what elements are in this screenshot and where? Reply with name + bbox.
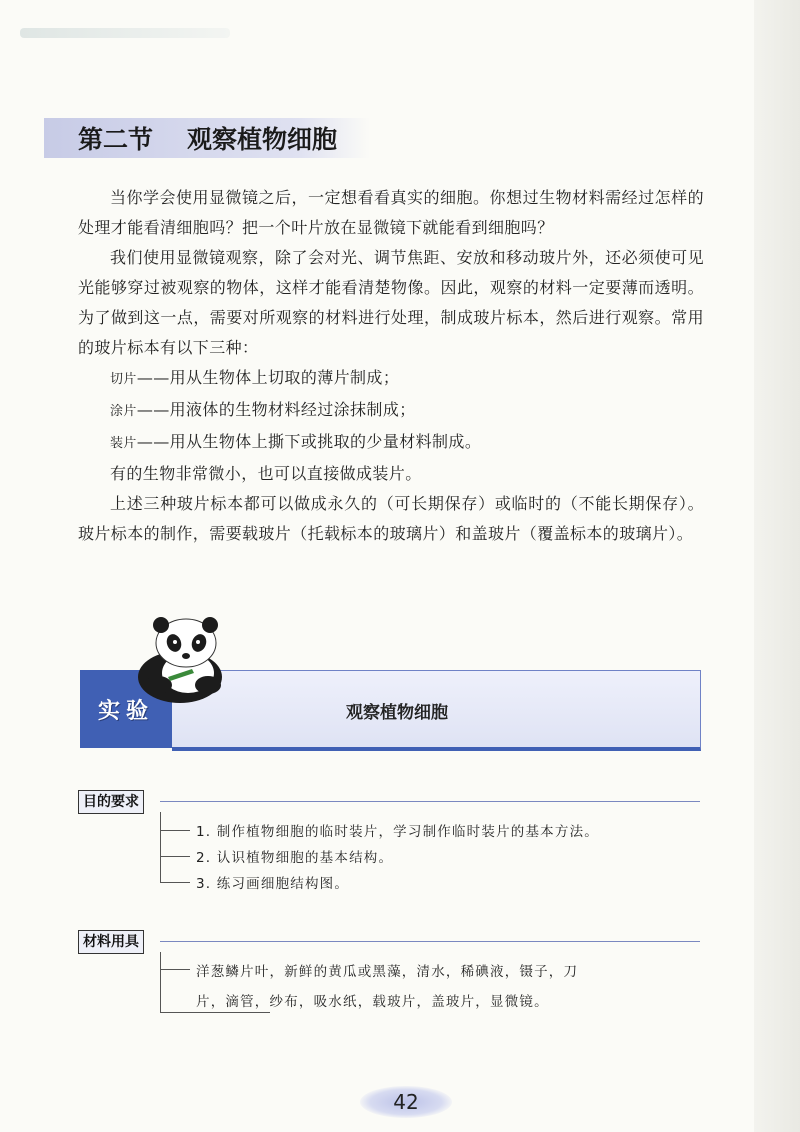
page-number-badge bbox=[360, 1086, 452, 1118]
objectives-rule bbox=[160, 801, 700, 802]
header-smudge bbox=[20, 28, 230, 38]
body-text bbox=[78, 183, 704, 549]
paragraph: 有的生物非常微小，也可以直接做成装片。 bbox=[110, 464, 422, 483]
specimen-item bbox=[78, 427, 704, 459]
specimen-term: 装片 bbox=[110, 436, 137, 451]
materials-line: 片，滴管，纱布，吸水纸，载玻片，盖玻片，显微镜。 bbox=[196, 994, 549, 1010]
page-number: 42 bbox=[393, 1090, 419, 1114]
objectives-tree-trunk bbox=[160, 812, 161, 882]
specimen-desc: ——用液体的生物材料经过涂抹制成； bbox=[136, 400, 416, 419]
paragraph: 我们使用显微镜观察，除了会对光、调节焦距、安放和移动玻片外，还必须使可见光能够穿过被观察的物体，这样才能看清楚物像。因此，观察的材料一定要薄而透明。为了做到这一点，需要对所观察的材料进行处理，制成玻片标本，然后进行观察。常用的玻片标本有以下三种： bbox=[78, 248, 704, 357]
section-title: 观察植物细胞 bbox=[187, 125, 338, 154]
materials-rule bbox=[160, 941, 700, 942]
objectives-label: 目的要求 bbox=[78, 790, 144, 814]
materials-label: 材料用具 bbox=[78, 930, 144, 954]
page-edge-shadow bbox=[754, 0, 800, 1132]
objectives-branch bbox=[160, 830, 190, 831]
specimen-term: 涂片 bbox=[110, 404, 137, 419]
objectives-branch bbox=[160, 882, 190, 883]
specimen-desc: ——用从生物体上撕下或挑取的少量材料制成。 bbox=[136, 432, 482, 451]
specimen-desc: ——用从生物体上切取的薄片制成； bbox=[136, 368, 400, 387]
experiment-tag-label: 实验 bbox=[97, 698, 154, 724]
materials-underline bbox=[160, 1012, 270, 1013]
objectives-branch bbox=[160, 856, 190, 857]
objective-item: 1. 制作植物细胞的临时装片，学习制作临时装片的基本方法。 bbox=[196, 824, 599, 840]
paragraph: 当你学会使用显微镜之后，一定想看看真实的细胞。你想过生物材料需经过怎样的处理才能看清细胞吗？把一个叶片放在显微镜下就能看到细胞吗？ bbox=[78, 188, 704, 237]
materials-line: 洋葱鳞片叶，新鲜的黄瓜或黑藻，清水，稀碘液，镊子，刀 bbox=[196, 964, 579, 980]
specimen-term: 切片 bbox=[110, 372, 137, 387]
objective-item: 2. 认识植物细胞的基本结构。 bbox=[196, 850, 394, 866]
panda-illustration bbox=[128, 615, 228, 705]
specimen-item bbox=[78, 395, 704, 427]
paragraph: 上述三种玻片标本都可以做成永久的（可长期保存）或临时的（不能长期保存）。玻片标本的制作，需要载玻片（托载标本的玻璃片）和盖玻片（覆盖标本的玻璃片）。 bbox=[78, 494, 704, 543]
objective-item: 3. 练习画细胞结构图。 bbox=[196, 876, 350, 892]
experiment-title: 观察植物细胞 bbox=[346, 703, 448, 723]
section-number: 第二节 bbox=[78, 125, 154, 154]
materials-branch bbox=[160, 969, 190, 970]
section-heading bbox=[44, 118, 370, 158]
specimen-item bbox=[78, 363, 704, 395]
materials-tree-trunk bbox=[160, 952, 161, 1012]
